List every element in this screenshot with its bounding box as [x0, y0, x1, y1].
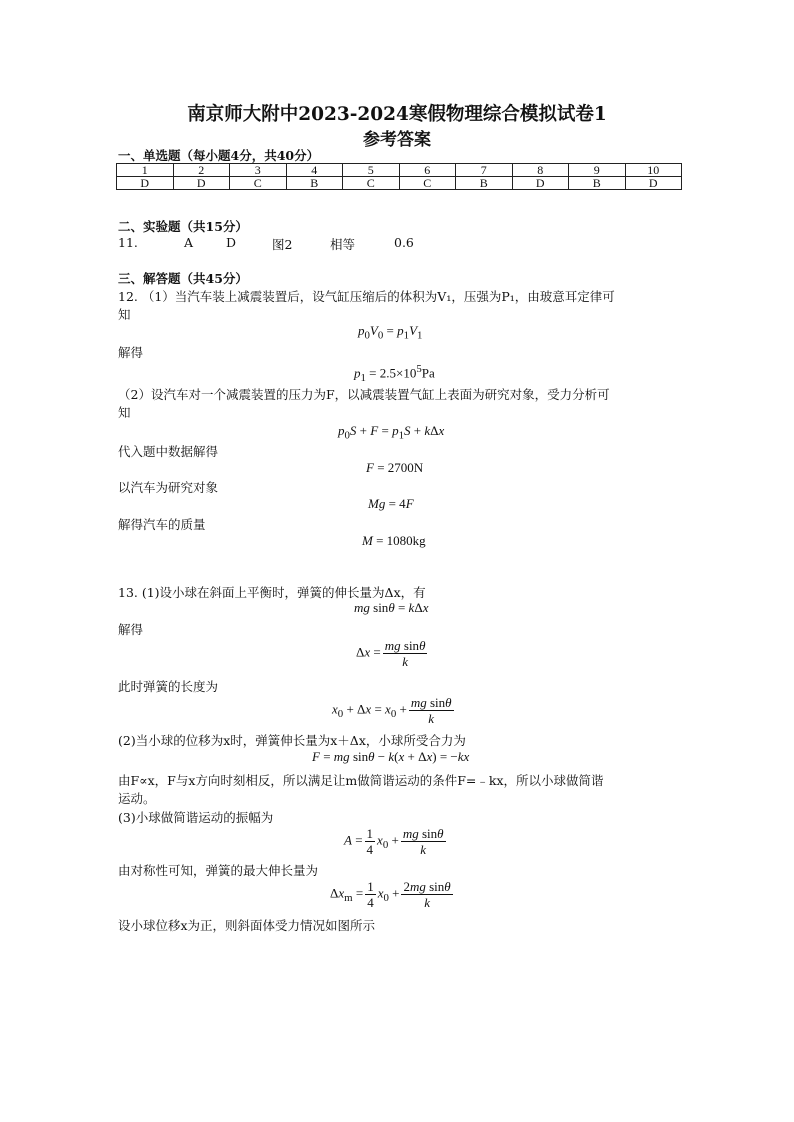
q13-shm-condition-text-cont: 运动。	[118, 791, 156, 806]
q12-part2-text: （2）设汽车对一个减震装置的压力为F，以减震装置气缸上表面为研究对象，受力分析可	[118, 387, 610, 402]
q11-answer-4: 相等	[330, 237, 356, 252]
q13-part3-text: (3)小球做简谐运动的振幅为	[118, 810, 274, 825]
q13-equation-length: $x_0 + \Delta x = x_0$ + $\frac{\text{mg sinθ}}{k}$	[332, 695, 452, 726]
q12-equation-boyle: $p_0V_0 = p_1V_1$	[358, 323, 423, 342]
q13-equation-max-extension: $\Delta x_m$ = $\frac{1}{4}$ $x_0$ + $\frac{\text{2mg sinθ}}{k}$	[330, 879, 451, 910]
q11-answer-5: 0.6	[394, 235, 414, 250]
q13-shm-condition-text: 由F∝x，F与x方向时刻相反，所以满足让m做简谐运动的条件F=﹣kx，所以小球做简谐	[118, 773, 604, 788]
q12-part2-text-cont: 知	[118, 405, 131, 420]
answer-table	[116, 163, 682, 190]
table-cell: 3	[230, 164, 287, 177]
section3-heading: 三、解答题（共45分）	[118, 271, 248, 286]
q12-mass-label: 解得汽车的质量	[118, 517, 206, 532]
table-cell: 8	[512, 164, 569, 177]
q11-answers	[118, 235, 518, 251]
table-cell: 4	[286, 164, 343, 177]
q12-car-object-label: 以汽车为研究对象	[118, 480, 219, 495]
q12-substitute-label: 代入题中数据解得	[118, 444, 219, 459]
table-cell: B	[456, 177, 513, 190]
table-cell: C	[343, 177, 400, 190]
q11-answer-2: D	[226, 235, 237, 250]
table-cell: B	[286, 177, 343, 190]
q12-solve-label: 解得	[118, 345, 144, 360]
page-subtitle: 参考答案	[363, 130, 431, 150]
table-cell: D	[625, 177, 682, 190]
answer-table-number-row	[117, 164, 682, 177]
q12-equation-mass: M = 1080kg	[362, 533, 426, 548]
section2-heading: 二、实验题（共15分）	[118, 219, 248, 234]
table-cell: B	[569, 177, 626, 190]
table-cell: 9	[569, 164, 626, 177]
q12-equation-weight: Mg = 4F	[368, 496, 414, 511]
q12-equation-force-balance: $p_0S + F = p_1S + k\Delta x$	[338, 423, 445, 442]
table-cell: 6	[399, 164, 456, 177]
table-cell: D	[173, 177, 230, 190]
table-cell: 7	[456, 164, 513, 177]
q13-equation-amplitude: A = $\frac{1}{4}$ $x_0$ + $\frac{\text{mg sinθ}}{k}$	[344, 826, 444, 857]
q13-last-text: 设小球位移x为正，则斜面体受力情况如图所示	[118, 918, 376, 933]
table-cell: 1	[117, 164, 174, 177]
answer-table-answer-row	[117, 177, 682, 190]
q12-equation-force-value: F = 2700N	[366, 460, 424, 475]
table-cell: 2	[173, 164, 230, 177]
table-cell: C	[230, 177, 287, 190]
q13-symmetry-text: 由对称性可知，弹簧的最大伸长量为	[118, 863, 319, 878]
section1-heading: 一、单选题（每小题4分，共40分）	[118, 148, 320, 163]
q12-equation-pressure: $p_1 = 2.5\times 10^5Pa$	[354, 363, 435, 384]
q13-equation-extension: Δx = $\frac{\text{mg sinθ}}{k}$	[356, 638, 426, 669]
q11-number: 11.	[118, 235, 138, 250]
table-cell: 10	[625, 164, 682, 177]
q12-part1-text: 12. （1）当汽车装上减震装置后，设气缸压缩后的体积为V₁，压强为P₁，由玻意耳定律可	[118, 289, 615, 304]
q13-equation-equilibrium: mg sinθ = kΔx	[354, 600, 429, 615]
q11-answer-1: A	[184, 235, 194, 250]
table-cell: D	[117, 177, 174, 190]
q11-answer-3: 图2	[272, 237, 293, 252]
q13-solve-label: 解得	[118, 622, 144, 637]
table-cell: C	[399, 177, 456, 190]
q13-length-label: 此时弹簧的长度为	[118, 679, 219, 694]
q13-part1-text: 13. (1)设小球在斜面上平衡时，弹簧的伸长量为Δx，有	[118, 585, 426, 600]
table-cell: 5	[343, 164, 400, 177]
table-cell: D	[512, 177, 569, 190]
q13-equation-net-force: F = mg sinθ − k(x + Δx) = −kx	[312, 749, 470, 764]
page-title: 南京师大附中2023-2024寒假物理综合模拟试卷1	[187, 104, 607, 125]
q13-part2-text: (2)当小球的位移为x时，弹簧伸长量为x＋Δx，小球所受合力为	[118, 733, 466, 748]
q12-part1-text-cont: 知	[118, 307, 131, 322]
